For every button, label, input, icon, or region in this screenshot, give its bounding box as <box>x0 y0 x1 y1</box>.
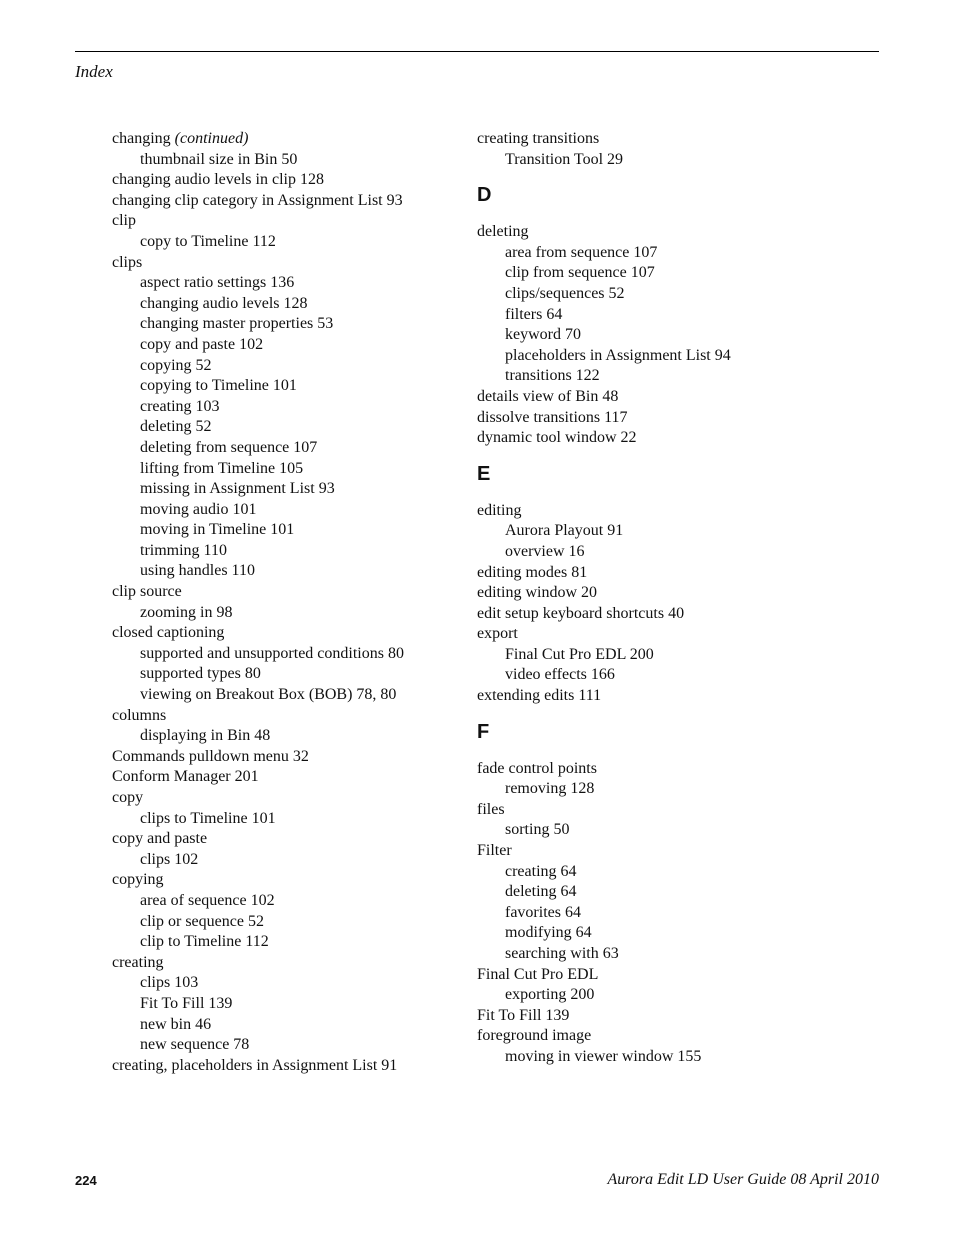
index-letter-heading: D <box>477 184 492 207</box>
index-entry: creating <box>112 953 164 971</box>
index-subentry: new sequence 78 <box>140 1036 250 1054</box>
index-entry-term: changing <box>112 130 171 147</box>
index-subentry: creating 64 <box>505 862 577 880</box>
index-subentry: clip to Timeline 112 <box>140 933 269 951</box>
index-subentry: deleting 52 <box>140 418 212 436</box>
index-subentry: Fit To Fill 139 <box>140 994 233 1012</box>
index-subentry: trimming 110 <box>140 541 227 559</box>
index-letter-heading: E <box>477 462 491 485</box>
index-entry: changing clip category in Assignment List 93 <box>112 191 403 209</box>
index-subentry: area of sequence 102 <box>140 891 275 909</box>
index-subentry: sorting 50 <box>505 821 570 839</box>
index-entry: clips <box>112 253 143 271</box>
index-entry: extending edits 111 <box>477 687 602 705</box>
index-column-right <box>477 129 847 1068</box>
index-entry: edit setup keyboard shortcuts 40 <box>477 604 685 622</box>
index-entry: Commands pulldown menu 32 <box>112 747 309 765</box>
index-entry: dynamic tool window 22 <box>477 429 637 447</box>
index-entry: Conform Manager 201 <box>112 768 259 786</box>
index-subentry: keyword 70 <box>505 326 581 344</box>
index-entry: clip <box>112 212 136 230</box>
index-subentry: deleting from sequence 107 <box>140 438 318 456</box>
index-entry: Filter <box>477 842 512 860</box>
index-subentry: moving audio 101 <box>140 500 257 518</box>
index-subentry: moving in viewer window 155 <box>505 1047 702 1065</box>
index-subentry: transitions 122 <box>505 367 600 385</box>
index-subentry: copying 52 <box>140 356 212 374</box>
index-subentry: changing audio levels 128 <box>140 294 308 312</box>
index-entry: deleting <box>477 223 529 241</box>
index-entry: editing <box>477 501 522 519</box>
index-subentry: clips 102 <box>140 850 199 868</box>
index-subentry: copy to Timeline 112 <box>140 232 276 250</box>
continued-label: (continued) <box>174 130 249 147</box>
index-entry: foreground image <box>477 1027 592 1045</box>
index-subentry: using handles 110 <box>140 562 255 580</box>
index-subentry: viewing on Breakout Box (BOB) 78, 80 <box>140 686 397 704</box>
index-subentry: Final Cut Pro EDL 200 <box>505 645 654 663</box>
page-number: 224 <box>75 1173 97 1188</box>
index-subentry: filters 64 <box>505 305 563 323</box>
index-entry: copy <box>112 789 144 806</box>
index-subentry: favorites 64 <box>505 903 581 921</box>
index-subentry: changing master properties 53 <box>140 315 334 333</box>
index-entry: files <box>477 800 505 818</box>
index-subentry: lifting from Timeline 105 <box>140 459 304 477</box>
index-column-left <box>112 129 482 1076</box>
index-subentry: clips 103 <box>140 974 199 992</box>
index-subentry: creating 103 <box>140 397 220 415</box>
index-subentry: copying to Timeline 101 <box>140 377 297 395</box>
index-entry: changing audio levels in clip 128 <box>112 171 324 189</box>
index-entry <box>112 129 482 150</box>
index-entry: creating transitions <box>477 130 600 147</box>
index-subentry: moving in Timeline 101 <box>140 521 295 539</box>
index-entry: columns <box>112 706 167 724</box>
index-entry: creating, placeholders in Assignment List 91 <box>112 1056 398 1074</box>
index-subentry: supported types 80 <box>140 665 261 683</box>
index-entry: editing modes 81 <box>477 563 588 581</box>
index-subentry: area from sequence 107 <box>505 243 658 261</box>
index-subentry: exporting 200 <box>505 986 595 1004</box>
index-entry: Final Cut Pro EDL <box>477 965 599 983</box>
index-subentry: video effects 166 <box>505 666 615 684</box>
header-rule <box>75 51 879 52</box>
index-entry: copying <box>112 871 164 889</box>
index-entry: closed captioning <box>112 624 225 642</box>
index-subentry: aspect ratio settings 136 <box>140 274 295 292</box>
index-entry: copy and paste <box>112 830 208 848</box>
index-subentry: clip or sequence 52 <box>140 912 264 930</box>
index-subentry: new bin 46 <box>140 1015 212 1033</box>
index-subentry: copy and paste 102 <box>140 335 264 353</box>
index-subentry: clips to Timeline 101 <box>140 809 276 827</box>
index-subentry: Transition Tool 29 <box>505 150 624 168</box>
index-subentry: deleting 64 <box>505 883 577 901</box>
index-entry: details view of Bin 48 <box>477 387 619 405</box>
index-subentry: overview 16 <box>505 542 585 560</box>
document-title: Aurora Edit LD User Guide 08 April 2010 <box>607 1171 879 1188</box>
index-subentry: placeholders in Assignment List 94 <box>505 346 731 364</box>
index-subentry: thumbnail size in Bin 50 <box>140 150 298 168</box>
index-subentry: clip from sequence 107 <box>505 264 655 282</box>
index-subentry: supported and unsupported conditions 80 <box>140 644 404 662</box>
index-subentry: displaying in Bin 48 <box>140 727 271 745</box>
index-subentry: Aurora Playout 91 <box>505 522 624 540</box>
index-entry: export <box>477 625 518 643</box>
index-entry: Fit To Fill 139 <box>477 1006 570 1024</box>
index-subentry: removing 128 <box>505 780 595 798</box>
index-subentry: searching with 63 <box>505 945 619 962</box>
index-letter-heading: F <box>477 720 490 743</box>
index-subentry: modifying 64 <box>505 924 592 942</box>
index-entry: fade control points <box>477 759 597 777</box>
index-subentry: missing in Assignment List 93 <box>140 480 335 498</box>
section-header: Index <box>75 62 113 81</box>
index-subentry: zooming in 98 <box>140 603 233 621</box>
index-entry: clip source <box>112 583 182 601</box>
index-subentry: clips/sequences 52 <box>505 284 625 302</box>
index-entry: dissolve transitions 117 <box>477 408 628 426</box>
index-entry: editing window 20 <box>477 584 597 602</box>
